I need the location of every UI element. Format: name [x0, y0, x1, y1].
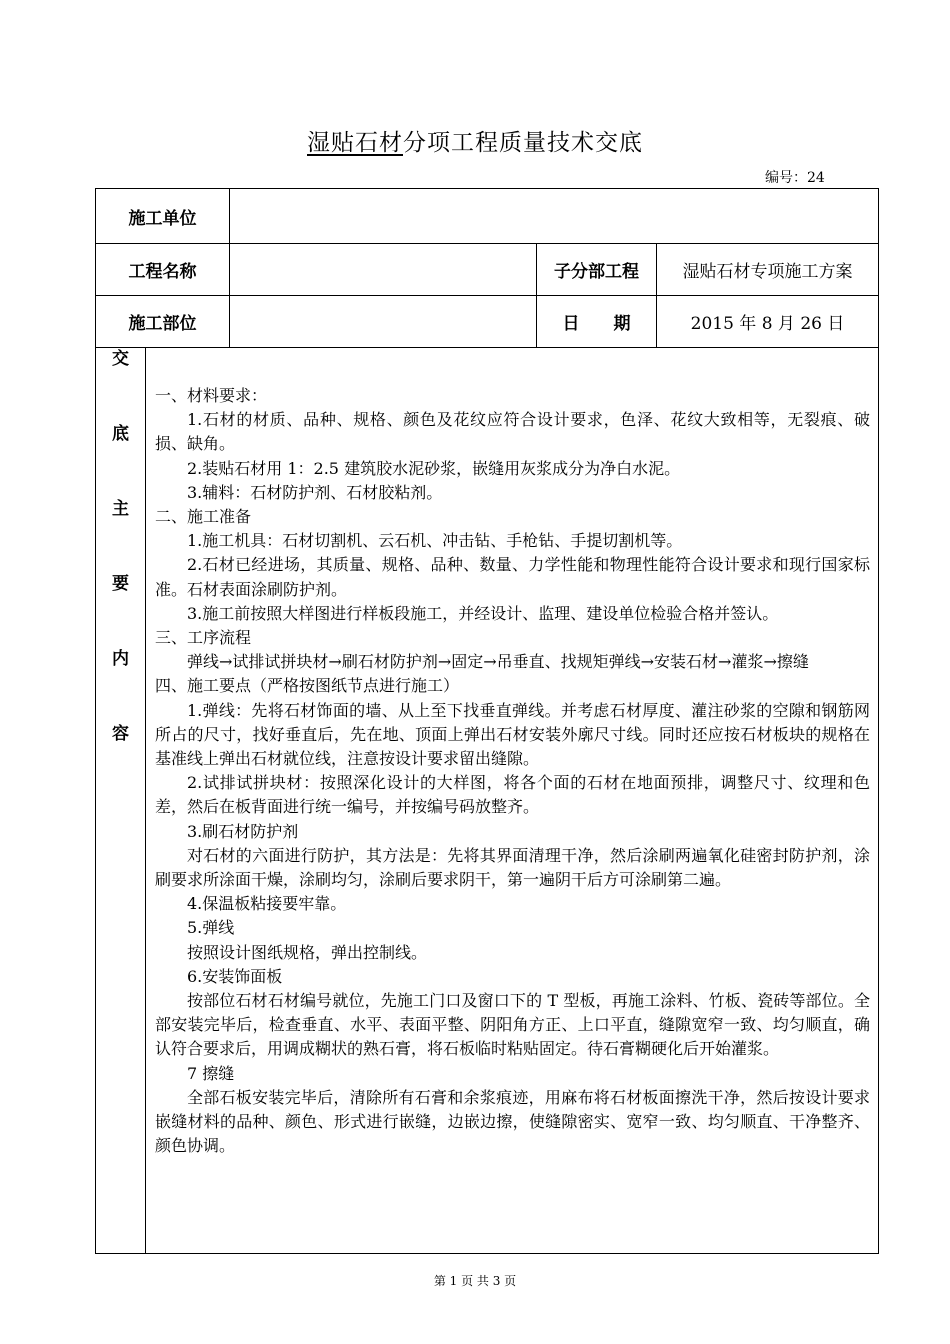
title-underlined: 湿贴石材: [307, 130, 403, 156]
content-paragraph: 5.弹线: [187, 918, 235, 938]
row-main-content: [96, 348, 879, 1254]
subdivision-value: 湿贴石材专项施工方案: [657, 244, 879, 296]
content-paragraph: 四、施工要点（严格按图纸节点进行施工）: [155, 676, 460, 696]
date-value: 2015 年 8 月 26 日: [657, 296, 879, 348]
content-paragraph: 3.辅料：石材防护剂、石材胶粘剂。: [187, 482, 443, 502]
construction-unit-value: [230, 189, 879, 244]
document-number: 编号：24: [765, 170, 825, 186]
project-name-value: [230, 244, 537, 296]
title-rest: 分项工程质量技术交底: [403, 130, 643, 156]
page-title: [0, 124, 950, 157]
side-char: 容: [112, 724, 129, 744]
content-paragraph: 对石材的六面进行防护，其方法是：先将其界面清理干净，然后涂刷两遍氧化硅密封防护剂，涂刷要求所涂面干燥，涂刷均匀，涂刷后要求阴干，第一遍阴干后方可涂刷第二遍。: [155, 845, 871, 890]
content-paragraph: 按照设计图纸规格，弹出控制线。: [187, 942, 428, 962]
side-char: 主: [112, 499, 129, 519]
content-paragraph: 按部位石材石材编号就位，先施工门口及窗口下的 T 型板，再施工涂料、竹板、瓷砖等部位。全部安装完毕后，检查垂直、水平、表面平整、阴阳角方正、上口平直，缝隙宽窄一致、均匀顺直，确认符合要求后，用调成糊状的熟石膏，将石板临时粘贴固定。待石膏糊硬化后开始灌浆。: [155, 991, 871, 1059]
content-paragraph: 三、工序流程: [155, 628, 252, 648]
content-paragraph: 全部石板安装完毕后，清除所有石膏和余浆痕迹，用麻布将石材板面擦洗干净，然后按设计要求嵌缝材料的品种、颜色、形式进行嵌缝，边嵌边擦，使缝隙密实、宽窄一致、均匀顺直、干净整齐、颜色协调。: [155, 1087, 871, 1156]
construction-unit-label: 施工单位: [96, 189, 230, 244]
project-name-label: 工程名称: [96, 244, 230, 296]
content-paragraph: 2.试排试拼块材：按照深化设计的大样图，将各个面的石材在地面预排，调整尺寸、纹理和色差，然后在板背面进行统一编号，并按编号码放整齐。: [155, 773, 871, 817]
content-paragraph: 4.保温板粘接要牢靠。: [187, 894, 347, 914]
side-char: 要: [112, 574, 129, 594]
side-char: 底: [112, 424, 129, 444]
disclosure-table: [95, 188, 879, 1254]
page-footer: 第 1 页 共 3 页: [433, 1274, 517, 1288]
content-paragraph: 7 擦缝: [187, 1063, 235, 1083]
row-project-name: [96, 244, 879, 296]
content-paragraph: 6.安装饰面板: [187, 966, 283, 986]
construction-location-value: [230, 296, 537, 348]
row-construction-unit: [96, 189, 879, 244]
content-paragraph: 二、施工准备: [155, 507, 252, 527]
content-paragraph: 1.弹线：先将石材饰面的墙、从上至下找垂直弹线。并考虑石材厚度、灌注砂浆的空隙和钢筋网所占的尺寸，找好垂直后，先在地、顶面上弹出石材安装外廓尺寸线。同时还应按石材板块的规格在基准线上弹出石材就位线，注意按设计要求留出缝隙。: [155, 700, 871, 769]
side-char: 内: [112, 649, 129, 669]
content-paragraph: 3.施工前按照大样图进行样板段施工，并经设计、监理、建设单位检验合格并签认。: [187, 603, 779, 623]
subdivision-label: 子分部工程: [537, 244, 657, 296]
content-paragraph: 3.刷石材防护剂: [187, 821, 299, 841]
construction-location-label: 施工部位: [96, 296, 230, 348]
content-paragraph: 2.装贴石材用 1：2.5 建筑胶水泥砂浆，嵌缝用灰浆成分为净白水泥。: [187, 458, 681, 478]
content-paragraph: 2.石材已经进场，其质量、规格、品种、数量、力学性能和物理性能符合设计要求和现行国家标准。石材表面涂刷防护剂。: [155, 555, 871, 599]
content-paragraph: 弹线→试排试拼块材→刷石材防护剂→固定→吊垂直、找规矩弹线→安装石材→灌浆→擦缝: [187, 652, 809, 672]
content-paragraph: 一、材料要求：: [155, 386, 268, 405]
content-paragraph: 1.施工机具：石材切割机、云石机、冲击钻、手枪钻、手提切割机等。: [187, 531, 683, 551]
content-paragraph: 1.石材的材质、品种、规格、颜色及花纹应符合设计要求，色泽、花纹大致相等，无裂痕、破损、缺角。: [155, 410, 871, 454]
date-label: 日 期: [537, 296, 657, 348]
row-construction-location: [96, 296, 879, 348]
side-char: 交: [112, 349, 129, 369]
side-label: [96, 348, 146, 1254]
disclosure-content: [146, 348, 879, 1254]
